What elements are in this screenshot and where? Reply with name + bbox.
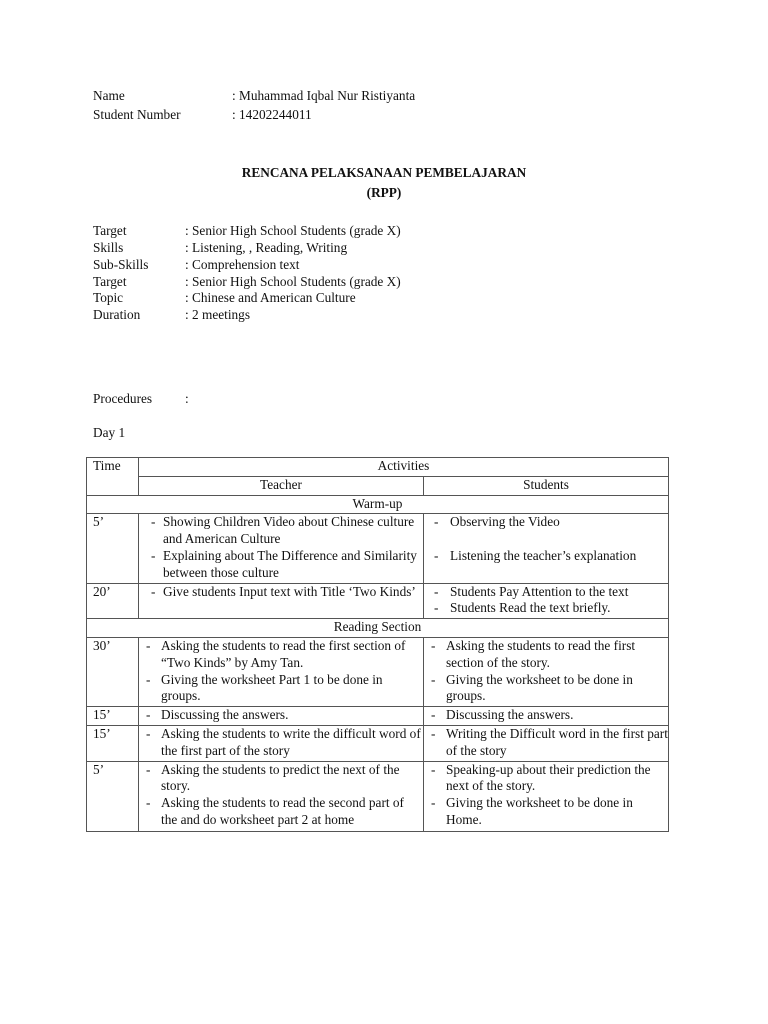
table-row [87,514,669,583]
row-students [424,707,669,726]
student-activity: - Listening the teacher’s explanation [424,548,668,565]
info-label-duration: Duration [93,307,141,322]
teacher-activity: - Asking the students to write the difficult word of the first part of the story [139,726,423,760]
name-value: : Muhammad Iqbal Nur Ristiyanta [232,88,416,103]
student-activity: - Giving the worksheet to be done in Home. [424,795,668,829]
row-teacher [139,761,424,831]
teacher-activity: - Asking the students to predict the next of the story. [139,762,423,796]
header-activities: Activities [139,458,669,477]
day-label: Day 1 [93,425,126,440]
row-students [424,514,669,583]
student-number-label: Student Number [93,107,181,122]
section-row [87,495,669,514]
student-activity: - Giving the worksheet to be done in groups. [424,672,668,706]
row-time: 30’ [87,637,139,706]
teacher-activity: - Giving the worksheet Part 1 to be done in groups. [139,672,423,706]
info-label-target-2: Target [93,274,127,289]
table-row [87,637,669,706]
activities-table [86,457,669,832]
info-label-target: Target [93,223,127,238]
row-teacher [139,583,424,619]
row-students [424,725,669,761]
section-row [87,619,669,638]
row-time: 15’ [87,707,139,726]
info-label-skills: Skills [93,240,124,255]
row-time: 20’ [87,583,139,619]
info-value-skills: : Listening, , Reading, Writing [185,240,348,255]
info-label-subskills: Sub-Skills [93,257,149,272]
student-number-value: : 14202244011 [232,107,312,122]
section-warmup: Warm-up [87,495,669,514]
row-teacher [139,725,424,761]
info-value-duration: : 2 meetings [185,307,250,322]
table-header-row [87,458,669,477]
student-activity: - Students Read the text briefly. [424,600,668,617]
table-row [87,707,669,726]
row-time: 5’ [87,761,139,831]
row-teacher [139,707,424,726]
teacher-activity: - Showing Children Video about Chinese culture and American Culture [139,514,423,548]
procedures-colon: : [185,391,189,406]
info-value-topic: : Chinese and American Culture [185,290,356,305]
procedures-label: Procedures [93,391,153,406]
teacher-activity: - Asking the students to read the first section of “Two Kinds” by Amy Tan. [139,638,423,672]
name-label: Name [93,88,125,103]
info-label-topic: Topic [93,290,124,305]
section-reading: Reading Section [87,619,669,638]
header-teacher: Teacher [139,476,424,495]
teacher-activity: - Give students Input text with Title ‘Two Kinds’ [139,584,423,601]
student-activity: - Discussing the answers. [424,707,668,724]
table-row [87,583,669,619]
document-title: RENCANA PELAKSANAAN PEMBELAJARAN [241,165,527,180]
row-students [424,637,669,706]
teacher-activity: - Explaining about The Difference and Similarity between those culture [139,548,423,582]
row-teacher [139,637,424,706]
info-value-subskills: : Comprehension text [185,257,300,272]
student-activity: - Students Pay Attention to the text [424,584,668,601]
row-time: 15’ [87,725,139,761]
row-students [424,583,669,619]
row-teacher [139,514,424,583]
table-row [87,725,669,761]
row-students [424,761,669,831]
student-activity: - Speaking-up about their prediction the next of the story. [424,762,668,796]
teacher-activity: - Asking the students to read the second part of the and do worksheet part 2 at home [139,795,423,829]
teacher-activity: - Discussing the answers. [139,707,423,724]
student-activity: - Observing the Video [424,514,668,531]
table-row [87,761,669,831]
document-subtitle: (RPP) [366,185,402,200]
header-students: Students [424,476,669,495]
student-activity: - Asking the students to read the first section of the story. [424,638,668,672]
student-activity: - Writing the Difficult word in the first part of the story [424,726,668,760]
header-time: Time [87,458,139,496]
info-value-target-2: : Senior High School Students (grade X) [185,274,401,289]
info-value-target: : Senior High School Students (grade X) [185,223,401,238]
table-subheader-row [87,476,669,495]
row-time: 5’ [87,514,139,583]
